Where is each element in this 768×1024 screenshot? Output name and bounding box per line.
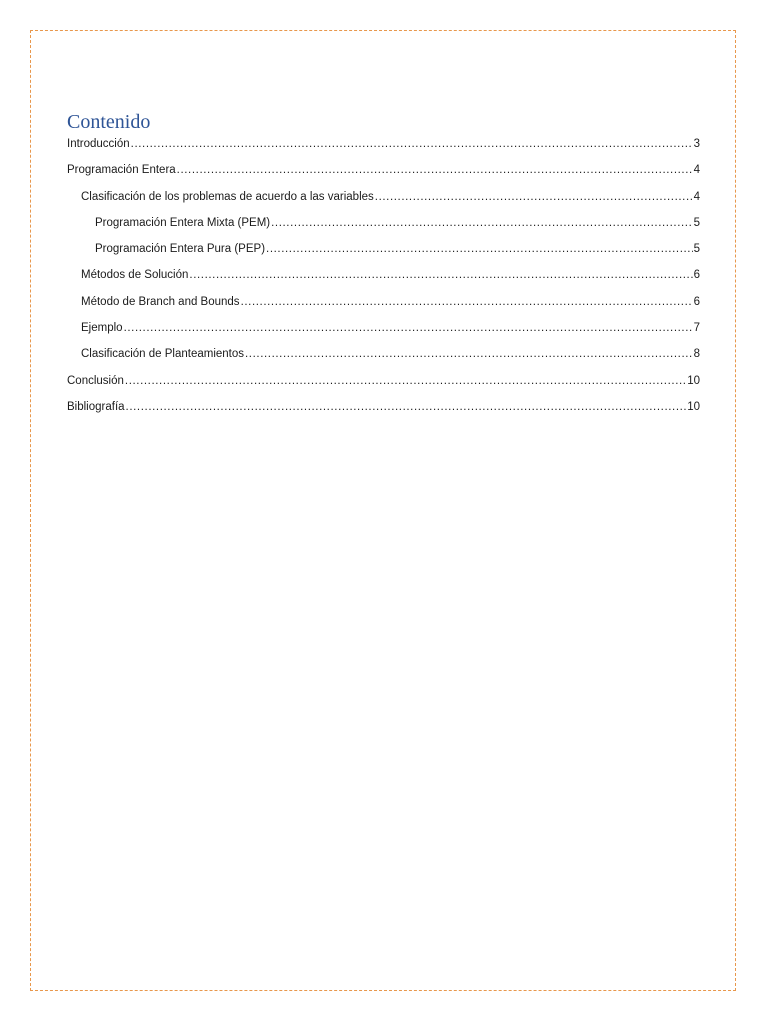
toc-entry-conclusion[interactable] bbox=[67, 372, 700, 398]
table-of-contents bbox=[67, 135, 700, 424]
toc-heading: Contenido bbox=[67, 111, 151, 133]
toc-entry-page: 10 bbox=[687, 400, 700, 413]
toc-entry-programacion-entera[interactable] bbox=[67, 161, 700, 187]
toc-entry-page: 4 bbox=[693, 190, 700, 203]
toc-dot-leader bbox=[245, 345, 693, 363]
toc-entry-title: Clasificación de los problemas de acuerdo a las variables bbox=[81, 190, 374, 203]
toc-entry-title: Introducción bbox=[67, 138, 130, 150]
toc-entry-page: 6 bbox=[693, 295, 700, 308]
toc-entry-page: 7 bbox=[693, 322, 700, 335]
toc-entry-clasificacion-problemas[interactable] bbox=[67, 188, 700, 214]
toc-entry-title: Conclusión bbox=[67, 374, 124, 387]
toc-entry-page: 10 bbox=[687, 374, 700, 387]
toc-entry-pep[interactable] bbox=[67, 240, 700, 266]
toc-entry-metodos-solucion[interactable] bbox=[67, 266, 700, 292]
toc-entry-introduccion[interactable] bbox=[67, 135, 700, 161]
toc-entry-branch-and-bounds[interactable] bbox=[67, 293, 700, 319]
toc-dot-leader bbox=[177, 161, 693, 179]
toc-entry-title: Programación Entera Mixta (PEM) bbox=[95, 216, 271, 229]
toc-entry-title: Bibliografía bbox=[67, 400, 125, 413]
toc-entry-title: Programación Entera Pura (PEP) bbox=[95, 243, 266, 256]
toc-dot-leader bbox=[375, 188, 693, 206]
toc-dot-leader bbox=[189, 266, 692, 284]
toc-entry-ejemplo[interactable] bbox=[67, 319, 700, 345]
toc-entry-page: 5 bbox=[693, 216, 700, 229]
toc-entry-title: Programación Entera bbox=[67, 164, 176, 177]
toc-dot-leader bbox=[271, 214, 692, 232]
toc-dot-leader bbox=[131, 135, 693, 153]
toc-dot-leader bbox=[266, 240, 693, 258]
toc-entry-page: 6 bbox=[693, 269, 700, 282]
toc-entry-page: 4 bbox=[693, 164, 700, 177]
toc-entry-pem[interactable] bbox=[67, 214, 700, 240]
toc-entry-bibliografia[interactable] bbox=[67, 398, 700, 424]
toc-dot-leader bbox=[126, 398, 687, 416]
toc-dot-leader bbox=[241, 293, 693, 311]
toc-entry-page: 3 bbox=[693, 138, 700, 150]
toc-entry-page: 8 bbox=[693, 348, 700, 361]
toc-entry-title: Ejemplo bbox=[81, 322, 123, 335]
toc-entry-page: 5 bbox=[693, 243, 700, 256]
toc-entry-title: Métodos de Solución bbox=[81, 269, 189, 282]
toc-entry-title: Clasificación de Planteamientos bbox=[81, 348, 245, 361]
toc-entry-clasificacion-planteamientos[interactable] bbox=[67, 345, 700, 371]
toc-entry-title: Método de Branch and Bounds bbox=[81, 295, 240, 308]
toc-dot-leader bbox=[125, 372, 686, 390]
toc-dot-leader bbox=[124, 319, 693, 337]
